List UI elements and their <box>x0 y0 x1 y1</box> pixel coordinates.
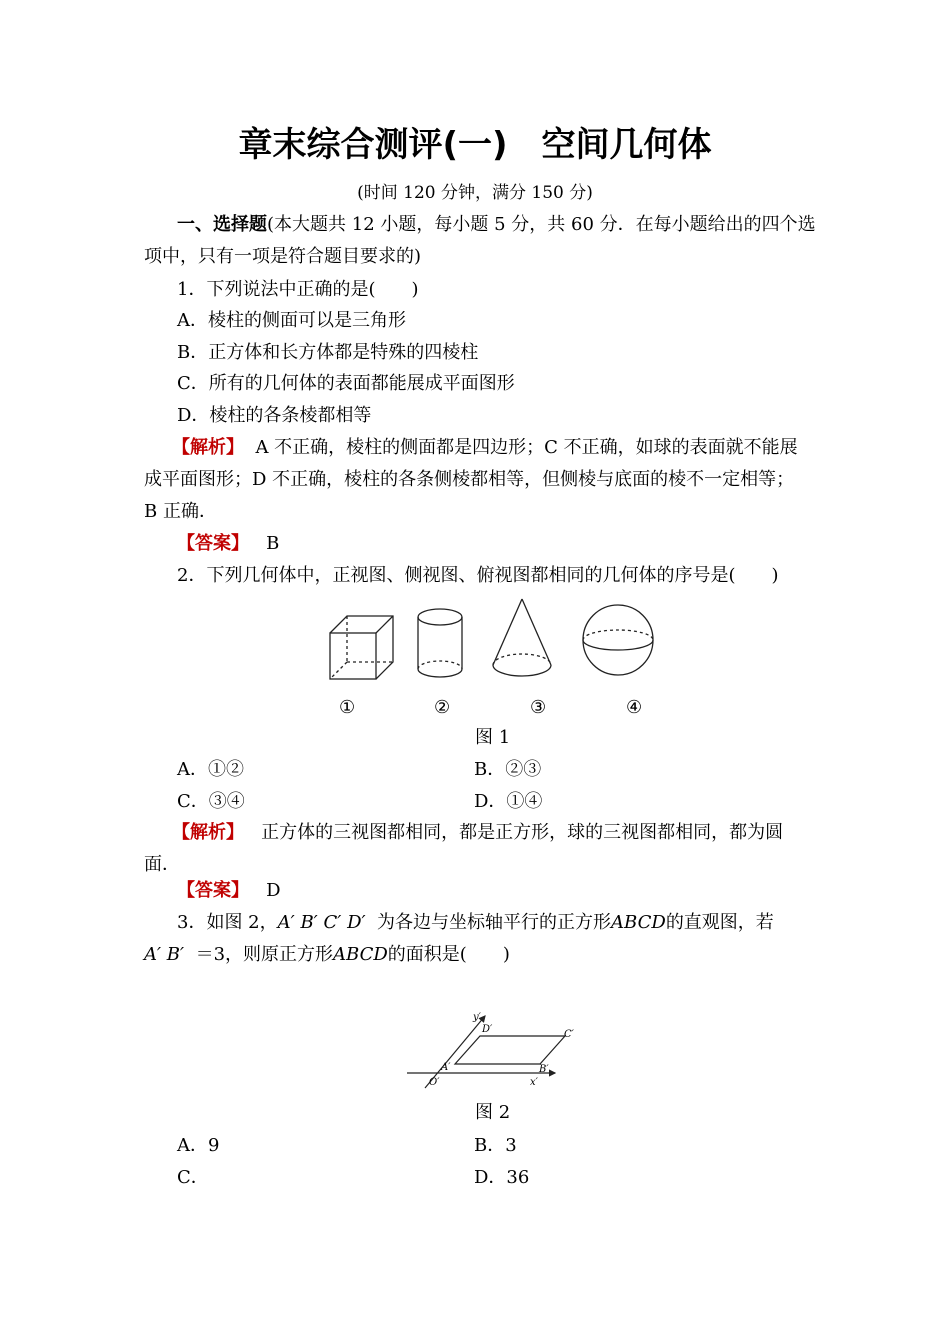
page-title: 章末综合测评(一) 空间几何体 <box>238 125 712 165</box>
q1-option-b: B．正方体和长方体都是特殊的四棱柱 <box>177 342 479 363</box>
q1-analysis-text-1: A 不正确，棱柱的侧面都是四边形；C 不正确，如球的表面就不能展 <box>255 437 798 458</box>
q3-stem-1a: 3．如图 2， <box>177 912 278 933</box>
q2-analysis-text-1: 正方体的三视图都相同，都是正方形，球的三视图都相同，都为圆 <box>261 822 784 843</box>
q2-option-b: B．②③ <box>474 759 542 780</box>
q3-stem-line-2 <box>144 944 510 966</box>
q2-answer-value: D <box>266 880 281 901</box>
q1-answer-value: B <box>266 533 280 554</box>
page-subtitle: (时间 120 分钟，满分 150 分) <box>357 183 593 203</box>
q3-option-c: C． <box>177 1167 209 1188</box>
q1-analysis-line-1 <box>172 437 798 459</box>
q3-option-d: D．36 <box>474 1167 530 1188</box>
q2-figure <box>320 595 665 690</box>
q3-stem-1b: A′ B′ C′ D′ <box>277 912 366 933</box>
q1-option-a: A．棱柱的侧面可以是三角形 <box>177 310 406 331</box>
q2-analysis-tag: 【解析】 <box>172 822 244 843</box>
q3-stem-1e: 的直观图，若 <box>665 912 774 933</box>
q1-analysis-tag: 【解析】 <box>172 437 244 458</box>
q3-label-c: C′ <box>564 1029 574 1040</box>
q3-option-a: A．9 <box>177 1135 220 1156</box>
section-intro <box>177 214 816 236</box>
section-head: 一、选择题 <box>177 214 267 235</box>
q2-answer <box>177 880 281 902</box>
q2-answer-tag: 【答案】 <box>177 880 249 901</box>
cube-shape <box>330 616 393 679</box>
q3-label-d: D′ <box>482 1024 493 1035</box>
q2-analysis-line-1 <box>172 822 783 844</box>
q3-label-y: y′ <box>473 1012 481 1023</box>
q2-stem: 2．下列几何体中，正视图、侧视图、俯视图都相同的几何体的序号是( ) <box>177 565 779 586</box>
q3-option-b: B．3 <box>474 1135 517 1156</box>
q3-stem-1c: 为各边与坐标轴平行的正方形 <box>377 912 612 933</box>
cone-shape <box>493 599 551 676</box>
cylinder-shape <box>418 609 462 677</box>
q1-answer <box>177 533 279 555</box>
q3-stem-2b: ＝3，则原正方形 <box>195 944 334 965</box>
sphere-shape <box>583 605 653 675</box>
q3-label-b: B′ <box>539 1064 549 1075</box>
q2-figure-label-2: ② <box>434 697 451 718</box>
q3-stem-1d: ABCD <box>611 912 666 933</box>
q3-label-o: O′ <box>429 1077 440 1088</box>
q3-label-a: A′ <box>441 1062 451 1073</box>
q1-option-c: C．所有的几何体的表面都能展成平面图形 <box>177 373 515 394</box>
q1-analysis-line-3: B 正确． <box>144 501 217 522</box>
q2-figure-label-4: ④ <box>626 697 643 718</box>
q3-stem-line-1 <box>177 912 774 934</box>
q2-figure-label-1: ① <box>339 697 356 718</box>
q2-analysis-line-2: 面． <box>144 854 180 875</box>
q2-option-d: D．①④ <box>474 791 543 812</box>
q1-option-d: D．棱柱的各条棱都相等 <box>177 405 372 426</box>
q3-stem-2c: ABCD <box>333 944 388 965</box>
q2-figure-label-3: ③ <box>530 697 547 718</box>
q1-stem: 1．下列说法中正确的是( ) <box>177 279 419 300</box>
q3-label-x: x′ <box>530 1077 538 1088</box>
q3-caption: 图 2 <box>475 1102 511 1123</box>
q1-analysis-line-2: 成平面图形；D 不正确，棱柱的各条侧棱都相等，但侧棱与底面的棱不一定相等； <box>144 469 795 490</box>
section-desc-2: 项中，只有一项是符合题目要求的) <box>144 246 422 267</box>
q1-answer-tag: 【答案】 <box>177 533 249 554</box>
parallelogram-abcd <box>455 1036 565 1064</box>
q3-stem-2a: A′ B′ <box>144 944 185 965</box>
q2-option-a: A．①② <box>177 759 244 780</box>
q2-caption: 图 1 <box>475 727 511 748</box>
q3-stem-2d: 的面积是( ) <box>387 944 510 965</box>
q2-option-c: C．③④ <box>177 791 245 812</box>
section-desc-1: (本大题共 12 小题，每小题 5 分，共 60 分．在每小题给出的四个选 <box>267 214 816 235</box>
q3-figure <box>405 1008 585 1093</box>
